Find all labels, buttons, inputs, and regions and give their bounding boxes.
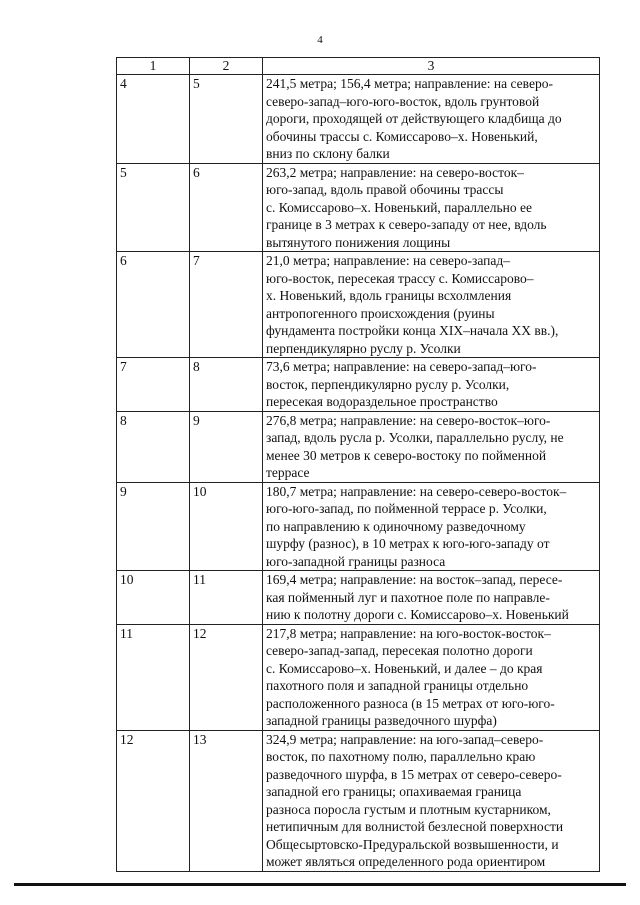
- from-point-cell: 6: [117, 252, 190, 358]
- description-cell: 217,8 метра; направление: на юго-восток-восток– северо-запад-запад, пересекая полотно дороги с. Комиссарово–х. Новенький, и далее – до края пахотного поля и западной границы отдельно расположенного разноса (в 15 метрах от юго-юго- западной границы разведочного шурфа): [263, 624, 600, 730]
- table-row: [117, 411, 600, 482]
- description-cell: 73,6 метра; направление: на северо-запад–юго- восток, перпендикулярно руслу р. Усолки, пересекая водораздельное пространство: [263, 358, 600, 412]
- table-row: [117, 358, 600, 412]
- from-point-cell: 7: [117, 358, 190, 412]
- from-point-cell: 5: [117, 163, 190, 252]
- column-header-2: 2: [190, 58, 263, 75]
- to-point-cell: 5: [190, 75, 263, 164]
- table-row: [117, 482, 600, 571]
- page-number: 4: [317, 34, 323, 46]
- description-cell: 324,9 метра; направление: на юго-запад–северо- восток, по пахотному полю, параллельно краю разведочного шурфа, в 15 метрах от северо-северо- западной его границы; опахиваемая граница разноса поросла густым и плотным кустарником, нетипичным для волнистой безлесной поверхности Общесыртовско-Предуральской возвышенности, и может являться определенного рода ориентиром: [263, 730, 600, 871]
- description-cell: 21,0 метра; направление: на северо-запад– юго-восток, пересекая трассу с. Комиссарово– х. Новенький, вдоль границы всхолмления антропогенного происхождения (руины фундамента постройки конца XIX–начала XX вв.), перпендикулярно руслу р. Усолки: [263, 252, 600, 358]
- table-header-row: [117, 58, 600, 75]
- to-point-cell: 12: [190, 624, 263, 730]
- to-point-cell: 10: [190, 482, 263, 571]
- table-row: [117, 730, 600, 871]
- table-row: [117, 252, 600, 358]
- to-point-cell: 7: [190, 252, 263, 358]
- from-point-cell: 9: [117, 482, 190, 571]
- to-point-cell: 13: [190, 730, 263, 871]
- from-point-cell: 12: [117, 730, 190, 871]
- table-row: [117, 75, 600, 164]
- from-point-cell: 4: [117, 75, 190, 164]
- column-header-1: 1: [117, 58, 190, 75]
- column-header-3: 3: [263, 58, 600, 75]
- from-point-cell: 10: [117, 571, 190, 625]
- table-row: [117, 163, 600, 252]
- footer-rule: [14, 883, 626, 886]
- to-point-cell: 6: [190, 163, 263, 252]
- description-cell: 241,5 метра; 156,4 метра; направление: на северо- северо-запад–юго-юго-восток, вдоль грунтовой дороги, проходящей от действующего кладбища до обочины трассы с. Комиссарово–х. Новенький, вниз по склону балки: [263, 75, 600, 164]
- from-point-cell: 11: [117, 624, 190, 730]
- description-cell: 180,7 метра; направление: на северо-северо-восток– юго-юго-запад, по пойменной террасе р. Усолки, по направлению к одиночному разведочному шурфу (разнос), в 10 метрах к юго-юго-западу от юго-западной границы разноса: [263, 482, 600, 571]
- description-cell: 169,4 метра; направление: на восток–запад, пересе- кая пойменный луг и пахотное поле по направле- нию к полотну дороги с. Комиссарово–х. Новенький: [263, 571, 600, 625]
- description-cell: 263,2 метра; направление: на северо-восток– юго-запад, вдоль правой обочины трассы с. Комиссарово–х. Новенький, параллельно ее границе в 3 метрах к северо-западу от нее, вдоль вытянутого понижения лощины: [263, 163, 600, 252]
- from-point-cell: 8: [117, 411, 190, 482]
- to-point-cell: 9: [190, 411, 263, 482]
- to-point-cell: 8: [190, 358, 263, 412]
- table-row: [117, 624, 600, 730]
- boundary-table: [116, 57, 600, 872]
- to-point-cell: 11: [190, 571, 263, 625]
- description-cell: 276,8 метра; направление: на северо-восток–юго- запад, вдоль русла р. Усолки, параллельно руслу, не менее 30 метров к северо-востоку по пойменной террасе: [263, 411, 600, 482]
- table-row: [117, 571, 600, 625]
